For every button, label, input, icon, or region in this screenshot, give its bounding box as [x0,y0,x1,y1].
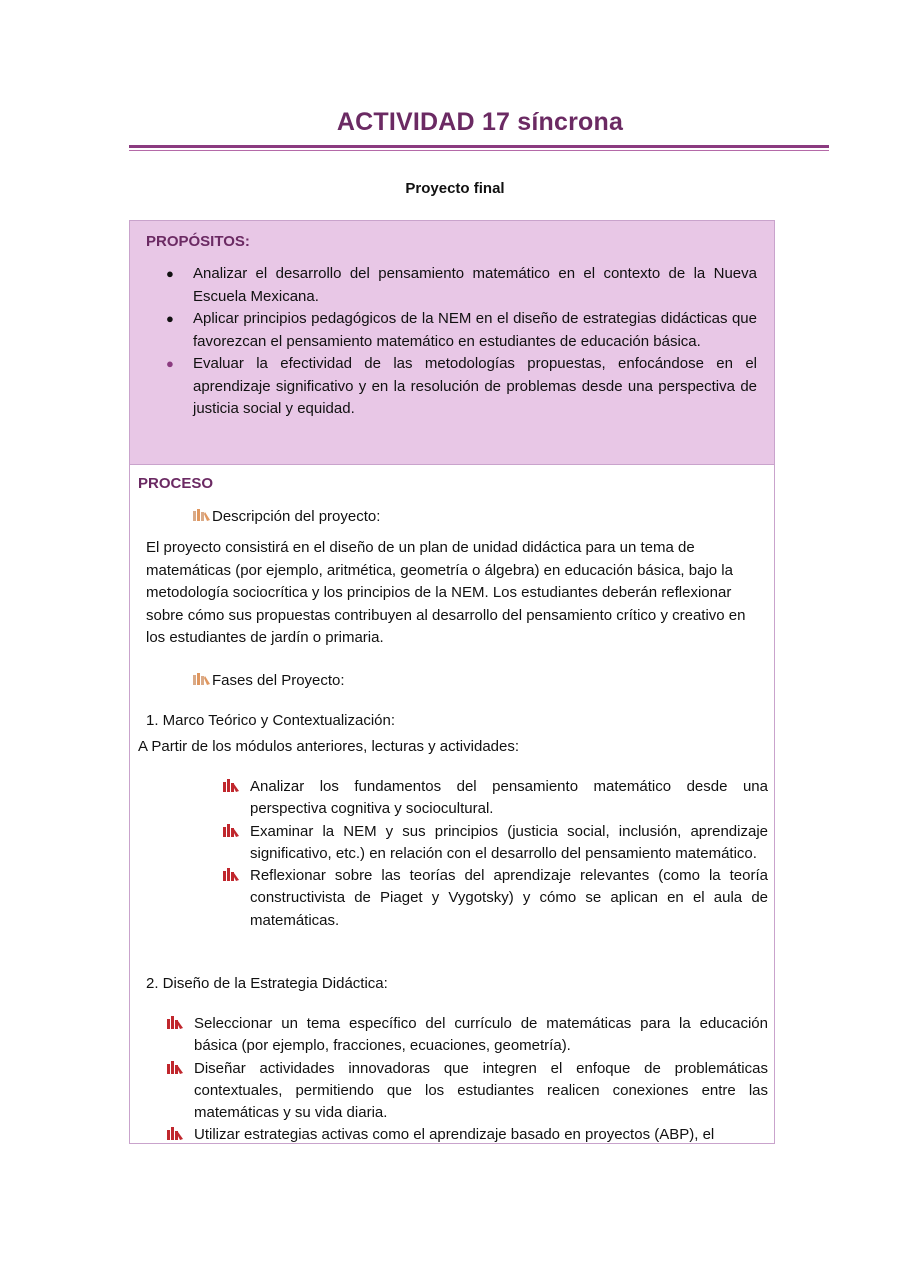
fase2-title: 2. Diseño de la Estrategia Didáctica: [146,975,388,992]
fase1-title: 1. Marco Teórico y Contextualización: [146,712,396,729]
page-title: ACTIVIDAD 17 síncrona [336,108,624,136]
fases-label: Fases del Proyecto: [192,670,345,692]
list-item: Examinar la NEM y sus principios (justicia social, inclusión, aprendizaje significativo, etc.) en relación con el desarrollo del pensamiento matemático. [222,821,768,866]
bullet-dot: ● [166,356,174,371]
propositos-heading: PROPÓSITOS: [146,233,250,250]
list-item: Utilizar estrategias activas como el aprendizaje basado en proyectos (ABP), el [166,1124,768,1146]
list-item: ● Aplicar principios pedagógicos de la NEM en el diseño de estrategias didácticas que favorezcan el pensamiento matemático en estudiantes de educación básica. [166,310,757,350]
books-icon [192,508,212,522]
propositos-list [130,263,770,421]
list-item: Reflexionar sobre las teorías del aprendizaje relevantes (como la teoría constructivista de Piaget y Vygotsky) y cómo se aplican en el aula de matemáticas. [222,865,768,932]
books-bullet-icon [222,868,240,882]
books-bullet-icon [222,824,240,838]
list-item: ● Analizar el desarrollo del pensamiento matemático en el contexto de la Nueva Escuela Mexicana. [166,265,757,305]
propositos-section [130,221,774,465]
list-item: Analizar los fundamentos del pensamiento matemático desde una perspectiva cognitiva y sociocultural. [222,776,768,821]
list-item: ● Evaluar la efectividad de las metodologías propuestas, enfocándose en el aprendizaje significativo y en la resolución de problemas desde una perspectiva de justicia social y equidad. [166,355,757,417]
bullet-dot: ● [166,311,174,326]
page-subtitle: Proyecto final [405,180,505,197]
title-rule-thin [129,150,829,151]
list-item: Seleccionar un tema específico del currículo de matemáticas para la educación básica (por ejemplo, fracciones, ecuaciones, geometría). [166,1013,768,1058]
books-bullet-icon [166,1061,184,1075]
books-bullet-icon [166,1127,184,1141]
fase1-intro: A Partir de los módulos anteriores, lecturas y actividades: [138,738,520,755]
books-icon [192,672,212,686]
title-rule [129,145,829,148]
fase2-list [166,1013,768,1147]
list-item: Diseñar actividades innovadoras que integren el enfoque de problemáticas contextuales, permitiendo que los estudiantes realicen conexiones entre las matemáticas y su vida diaria. [166,1058,768,1125]
proceso-heading: PROCESO [138,475,214,492]
descripcion-label: Descripción del proyecto: [192,506,380,528]
content-table [129,220,775,1144]
descripcion-paragraph: El proyecto consistirá en el diseño de un plan de unidad didáctica para un tema de matemáticas (por ejemplo, aritmética, geometría o álgebra) en educación básica, bajo la metodología sociocrítica y los principios de la NEM. Los estudiantes deberán reflexionar sobre cómo sus propuestas contribuyen al desarrollo del pensamiento crítico y creativo en los estudiantes de jardín o primaria. [146,539,746,646]
books-bullet-icon [222,779,240,793]
bullet-dot: ● [166,266,174,281]
fase1-list [222,776,768,932]
books-bullet-icon [166,1016,184,1030]
